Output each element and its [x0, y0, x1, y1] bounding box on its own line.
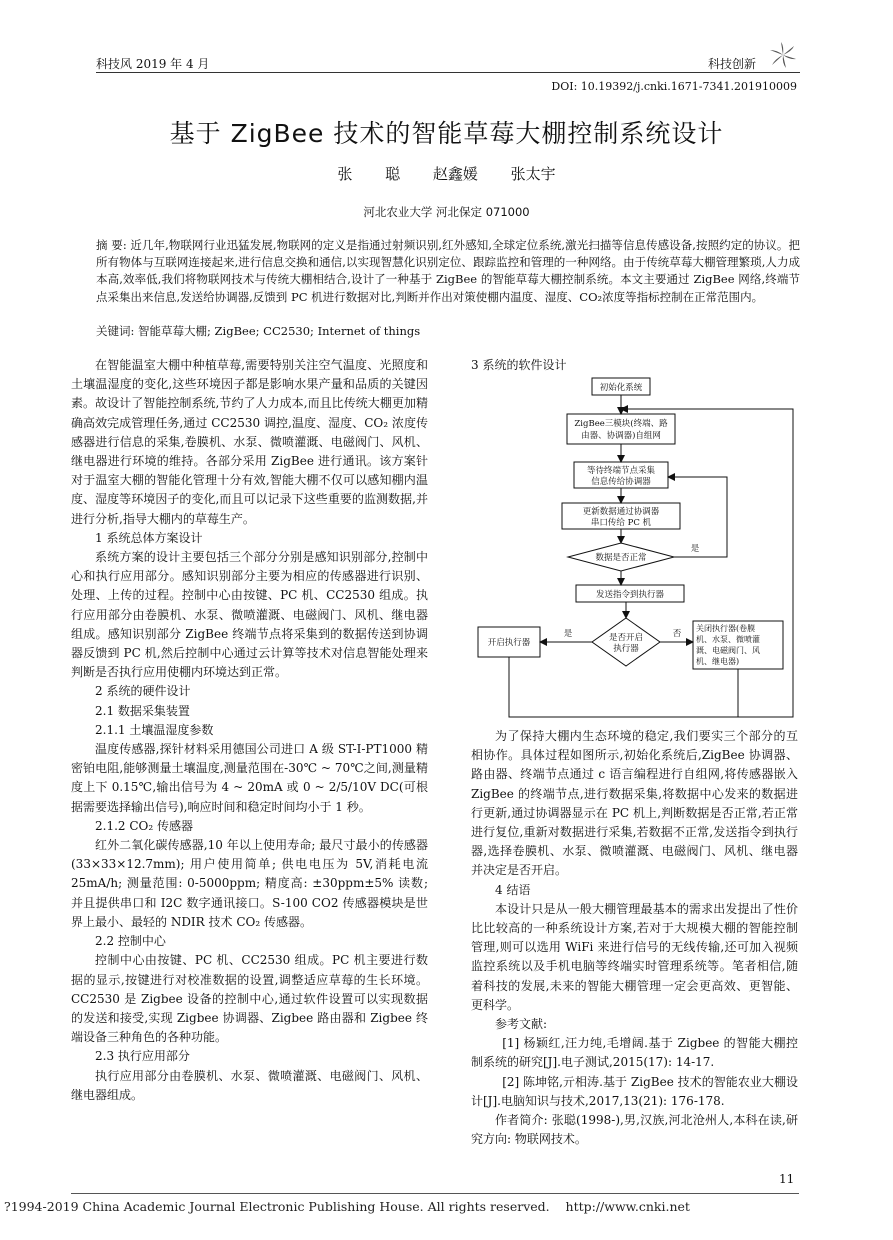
- flow-text-yes1: 是: [690, 544, 700, 554]
- flow-text-no2: 否: [672, 629, 682, 639]
- flow-text-send: 发送指令到执行器: [595, 590, 665, 600]
- flow-text-close-2: 机、水泵、微喷灌: [696, 635, 760, 644]
- flow-text-yes2: 是: [563, 629, 573, 639]
- section-heading-4: 4 结语: [495, 882, 531, 897]
- paragraph: 红外二氧化碳传感器,10 年以上使用寿命; 最尺寸最小的传感器(33×33×12.7mm); 用户使用简单; 供电电压为 5V,消耗电流 25mA/h; 测量范围: 0-5000ppm; 精度高: ±30ppm±5% 读数; 并且提供串口和 I2C 数字通讯接口。S-100 CO2 传感器模块是世界上最小、最轻的 NDIR 技术 CO₂ 传感器。: [71, 838, 428, 929]
- right-column: [471, 727, 798, 1149]
- subsection-heading: 2.1.2 CO₂ 传感器: [95, 818, 193, 833]
- paragraph: 本设计只是从一般大棚管理最基本的需求出发提出了性价比比较高的一种系统设计方案,若对于大规模大棚的智能控制管理,则可以选用 WiFi 来进行信号的无线传输,还可加入视频监控系统以及手机电脑等终端实时管理系统等。笔者相信,随着科技的发展,未来的智能大棚管理一定会更高效、更智能、更科学。: [471, 901, 798, 1012]
- affiliation: 河北农业大学 河北保定 071000: [363, 205, 530, 219]
- figure-section-heading: 3 系统的软件设计: [471, 358, 567, 372]
- reference-item: [1] 杨颖红,汪力纯,毛增阔.基于 Zigbee 的智能大棚控制系统的研究[J].电子测试,2015(17): 14-17.: [471, 1036, 798, 1070]
- reference-item: [2] 陈坤铭,亓相涛.基于 ZigBee 技术的智能农业大棚设计[J].电脑知识与技术,2017,13(21): 176-178.: [471, 1074, 798, 1108]
- left-column: [71, 356, 428, 1105]
- doi: DOI: 10.19392/j.cnki.1671-7341.201910009: [551, 80, 797, 93]
- flow-text-init: 初始化系统: [599, 383, 643, 393]
- flow-text-decision1: 数据是否正常: [595, 553, 647, 563]
- flow-text-update-1: 更新数据通过协调器: [582, 507, 660, 517]
- intro-paragraph: 在智能温室大棚中种植草莓,需要特别关注空气温度、光照度和土壤温湿度的变化,这些环境因子都是影响水果产量和品质的关键因素。故设计了智能控制系统,节约了人力成本,而且比传统大棚更加精确高效完成管理任务,通过 CC2530 调控,温度、湿度、CO₂ 浓度传感器进行信息的采集,卷膜机、水泵、微喷灌溉、电磁阀门、风机、继电器进行环境的维持。各部分采用 ZigBee 进行通讯。该方案针对于温室大棚的智能化管理十分有效,智能大棚不仅可以感知棚内温度、湿度等环境因子的变化,而且可以记录下这些重要的监测数据,并进行分析,指导大棚内的草莓生产。: [71, 358, 428, 526]
- flow-text-update-2: 串口传给 PC 机: [590, 518, 652, 528]
- section-logo-icon: [768, 40, 798, 70]
- journal-header: 科技风 2019 年 4 月: [96, 57, 210, 71]
- flow-text-close-3: 溉、电磁阀门、风: [696, 646, 760, 655]
- flow-text-decision2-2: 执行器: [613, 644, 639, 654]
- authors: 张 聪 赵鑫媛 张太宇: [337, 165, 556, 183]
- flow-text-close-4: 机、继电器): [696, 657, 740, 666]
- subsection-heading: 2.1 数据采集装置: [95, 703, 190, 718]
- flow-text-zigbee-1: ZigBee三模块(终端、路: [574, 419, 668, 429]
- flow-text-open: 开启执行器: [487, 638, 531, 648]
- header-rule: [96, 72, 800, 73]
- paragraph: 温度传感器,探针材料采用德国公司进口 A 级 ST-I-PT1000 精密铂电阻,能够测量土壤温度,测量范围在-30℃ ~ 70℃之间,测量精度上下 0.15℃,输出信号为 4 ~ 20mA 或 0 ~ 2/5/10V DC(可根据需要选择输出信号),响应时间和稳定时间均小于 1 秒。: [71, 742, 428, 814]
- footer-rule: [71, 1193, 799, 1194]
- flowchart: [455, 372, 805, 730]
- subsection-heading: 2.2 控制中心: [95, 934, 166, 949]
- section-heading-1: 1 系统总体方案设计: [95, 530, 203, 545]
- copyright-footer: ?1994-2019 China Academic Journal Electronic Publishing House. All rights reserved. http://www.cnki.net: [4, 1199, 690, 1214]
- flow-text-zigbee-2: 由器、协调器)自组网: [581, 431, 661, 441]
- references-heading: 参考文献:: [495, 1017, 548, 1032]
- author-bio: 作者简介: 张聪(1998-),男,汉族,河北沧州人,本科在读,研究方向: 物联网技术。: [471, 1113, 798, 1147]
- paragraph: 为了保持大棚内生态环境的稳定,我们要实三个部分的互相协作。具体过程如图所示,初始化系统后,ZigBee 协调器、路由器、终端节点通过 c 语言编程进行自组网,将传感器嵌入 ZigBee 的终端节点,进行数据采集,将数据中心发来的数据进行更新,通过协调器显示在 PC 机上,判断数据是否正常,若正常进行复位,重新对数据进行采集,若数据不正常,发送指令到执行器,选择卷膜机、水泵、微喷灌溉、电磁阀门、风机、继电器并决定是否开启。: [471, 729, 798, 878]
- section-label: 科技创新: [708, 57, 757, 71]
- flow-text-wait-1: 等待终端节点采集: [586, 466, 656, 476]
- section-heading-2: 2 系统的硬件设计: [95, 684, 191, 699]
- subsection-heading: 2.3 执行应用部分: [95, 1049, 190, 1064]
- paragraph: 系统方案的设计主要包括三个部分分别是感知识别部分,控制中心和执行应用部分。感知识别部分主要为相应的传感器进行识别、处理、上传的过程。控制中心由按键、PC 机、CC2530 组成。执行应用部分由卷膜机、水泵、微喷灌溉、电磁阀门、风机、继电器组成。感知识别部分 ZigBee 终端节点将采集到的数据传送到协调器反馈到 PC 机,然后控制中心通过云计算等技术对信息智能处理来判断是否执行应用使棚内环境达到正常。: [71, 550, 428, 680]
- flow-text-close-1: 关闭执行器(卷膜: [696, 624, 756, 633]
- flow-text-wait-2: 信息传给协调器: [591, 477, 651, 487]
- article-title: 基于 ZigBee 技术的智能草莓大棚控制系统设计: [169, 119, 724, 148]
- subsection-heading: 2.1.1 土壤温湿度参数: [95, 722, 214, 737]
- keywords: 关键词: 智能草莓大棚; ZigBee; CC2530; Internet of things: [96, 324, 421, 338]
- page-number: 11: [779, 1172, 795, 1186]
- flow-text-decision2-1: 是否开启: [608, 633, 644, 643]
- abstract: 摘 要: 近几年,物联网行业迅猛发展,物联网的定义是指通过射频识别,红外感知,全球定位系统,激光扫描等信息传感设备,按照约定的协议。把所有物体与互联网连接起来,进行信息交换和通信,以实现智慧化识别定位、跟踪监控和管理的一种网络。由于传统草莓大棚管理繁琐,人力成本高,效率低,我们将物联网技术与传统大棚相结合,设计了一种基于 ZigBee 的智能草莓大棚控制系统。本文主要通过 ZigBee 网络,终端节点采集出来信息,发送给协调器,反馈到 PC 机进行数据对比,判断并作出对策使棚内温度、湿度、CO₂浓度等指标控制在正常范围内。: [96, 238, 800, 304]
- paragraph: 执行应用部分由卷膜机、水泵、微喷灌溉、电磁阀门、风机、继电器组成。: [71, 1068, 428, 1102]
- paragraph: 控制中心由按键、PC 机、CC2530 组成。PC 机主要进行数据的显示,按键进行对校准数据的设置,调整适应草莓的生长环境。CC2530 是 Zigbee 设备的控制中心,通过软件设置可以实现数据的发送和接受,实现 Zigbee 协调器、Zigbee 路由器和 Zigbee 终端设备三种角色的各种功能。: [71, 953, 428, 1045]
